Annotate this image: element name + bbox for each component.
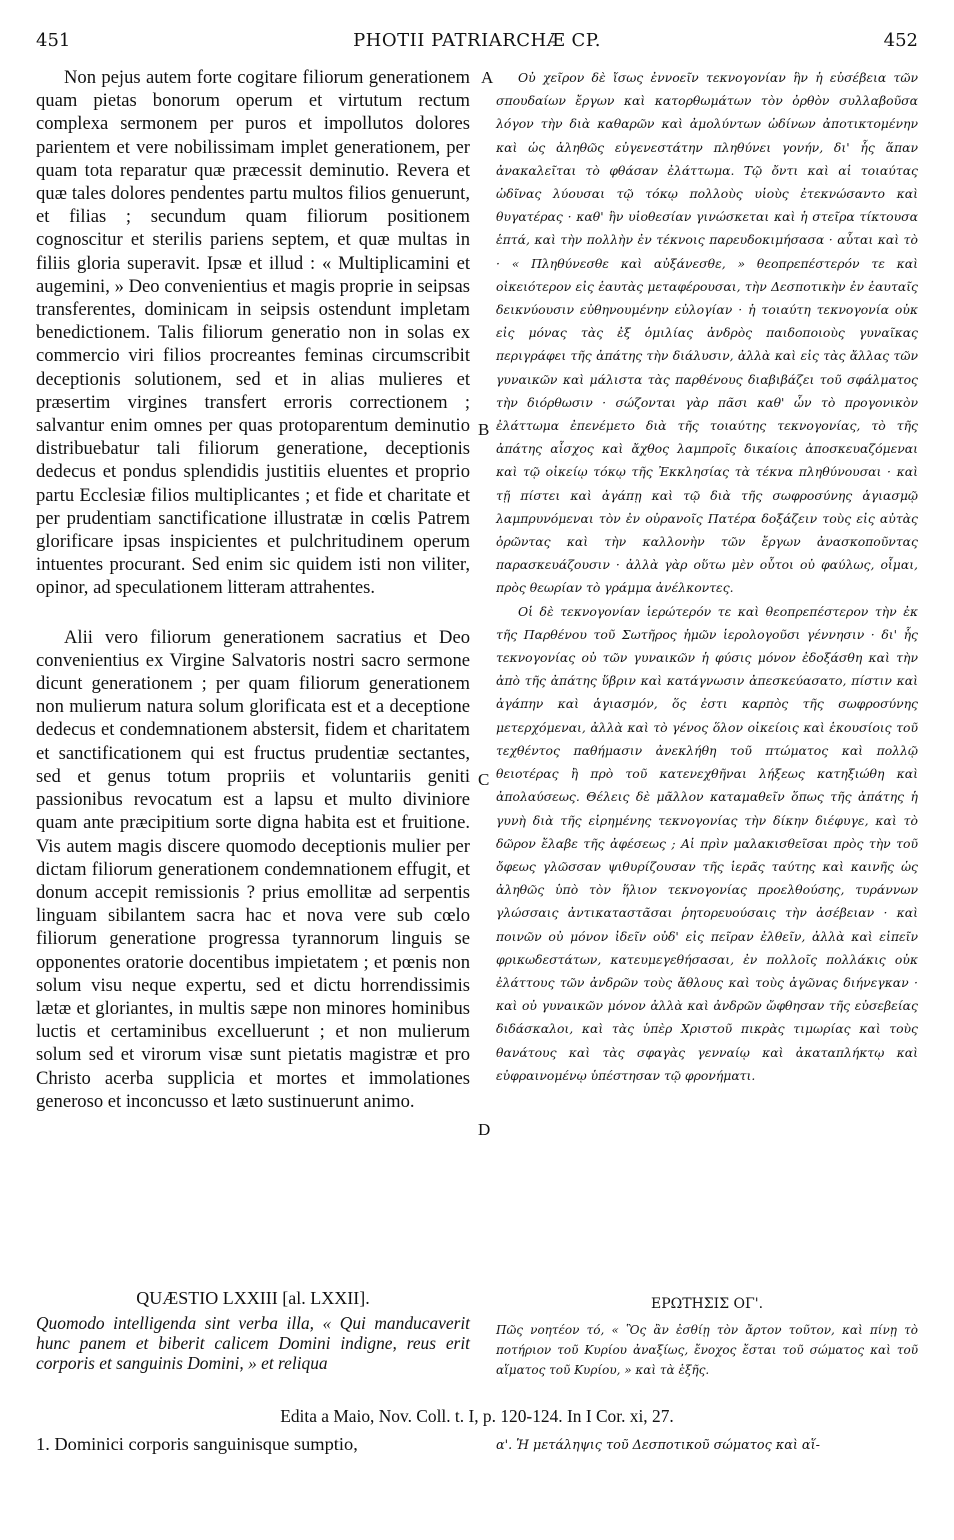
greek-column <box>496 66 918 1087</box>
latin-paragraph-1: Non pejus autem forte cogitare filiorum generationem quam pietas bonorum operum et virtutum rectum complexa sermonem per puros et impollutos dolores parientem et vere nobilissimam implet generationem, per quam tota reparatur quæ præcessit deminutio. Revera et quæ tales dolores pendentes partu multos filios genuerunt, et filias ; secundum quam filiorum positionem cognoscitur et sterilis pariens septem, et quæ multas in filiis gloria superavit. Ipsæ et illud : « Multiplicamini et augemini, » Deo convenientius et magis proprie in seipsas transferentes, dominicam in seipsis ostendunt impletam benedictionem. Talis filiorum generatio non in solas ex commercio viri filios procreantes feminas circumscribit deceptionis solutionem, sed et in alias mulieres et præsertim virgines transfert erroris correctionem ; salvantur enim omnes per quas protoparentum deminutio distribuebatur tali filiorum generatione, deceptionis dedecus et pondus splendidis justitiis eluentes et proprio partu Ecclesiæ filios multiplicantes ; et fide et charitate et per prudentiam sanctificatione illustratæ in cœlis Patrem glorificare ipsas inspicientes et pulchritudinem operum intuentes procurant. Sed enim sic quidem isti non viliter, opinor, ad speculationem litteram attrahentes. <box>36 67 470 599</box>
greek-question-subtitle: Πῶς νοητέον τό, « Ὃς ἂν ἐσθίῃ τὸν ἄρτον τοῦτον, καὶ πίνῃ τὸ ποτήριον τοῦ Κυρίου ἀναξίως, ἔνοχος ἔσται τοῦ σώματος καὶ τοῦ αἵματος τοῦ Κυρίου, » καὶ τὰ ἑξῆς. <box>496 1323 918 1377</box>
latin-question-subtitle: Quomodo intelligenda sint verba illa, « Qui manducaverit hunc panem et biberit calicem Domini indigne, reus erit corporis et sanguinis Domini, » et reliqua <box>36 1313 470 1373</box>
margin-marker-b: B <box>478 420 490 439</box>
latin-paragraph-2: Alii vero filiorum generationem sacratius et Deo convenientius ex Virgine Salvatoris nostri sacro sermone dicunt generationem ; per quam filiorum generationem non mulierum natura solum glorificata est et a deceptione dedecus et condemnationem abstersit, fidem et charitatem et sanctificationem qui est fructus prudentiæ sectantes, sed et genus totum propriis et voluntariis geniti passionibus revocatum est a lapsu et multo diviniore quam ante præcipitium sorte digna habita est et fruitione. Vis autem magis discere quomodo deceptionis mulier per dictam filiorum generationem condemnationem effugit, et donum accepit remissionis ? prius emollitæ ad serpentis linguam sibilantem sacra hac et nova vere sub cœlo filiorum generatione progressa tyrannorum linguis se opponentes oratorie docentibus impietatem ; et pœnis non solum visu neque expertu, sed et dictu horrendissimis lætæ et gloriantes, in multis sæpe non minores hominibus luctis et certaminibus excelluerunt ; et non mulierum solum sed et virorum visæ sunt pietatis magistræ et pro Christo acerba supplicia et mortes et immolationes generoso et inconcusso et læto sustinuerunt animo. <box>36 626 470 1112</box>
greek-last-line: α'. Ἡ μετάληψις τοῦ Δεσποτικοῦ σώματος καὶ αἵ- <box>496 1438 820 1453</box>
greek-question-title: ΕΡΩΤΗΣΙΣ ΟΓ'. <box>650 1296 764 1312</box>
page-header <box>36 30 918 60</box>
margin-marker-d: D <box>478 1120 491 1139</box>
greek-paragraph-1: Οὐ χεῖρον δὲ ἴσως ἐννοεῖν τεκνογονίαν ἣν ἡ εὐσέβεια τῶν σπουδαίων ἔργων καὶ κατορθωμάτων τὸν ὀρθὸν συλλαβοῦσα λόγον τὴν διὰ καθαρῶν καὶ ἀμολύντων ὠδίνων ἀποτικτομένην καὶ ὡς ἀληθῶς εὐγενεστάτην πληθύνει γονήν, δι' ἧς ἅπαν ἀνακαλεῖται τὸ φθάσαν ἐλάττωμα. Τῷ ὄντι καὶ αἱ τοιαύτας ὠδῖνας λύουσαι τῷ τόκῳ πολλοὺς υἱοὺς ἐτεκνώσαντο καὶ θυγατέρας · καθ' ἣν υἱοθεσίαν γινώσκεται καὶ ἡ στεῖρα τίκτουσα ἑπτά, καὶ τὴν πολλὴν ἐν τέκνοις παρευδοκιμήσασα · αὗται καὶ τὸ · « Πληθύνεσθε καὶ αὐξάνεσθε, » θεοπρεπέστερόν τε καὶ οἰκειότερον εἰς ἑαυτὰς μεταφέρουσαι, τὴν Δεσποτικὴν ἐν ἑαυταῖς δεικνύουσιν εὐθηνουμένην εὐλογίαν · ἡ τοιαύτη τεκνογονία οὐκ εἰς μόνας τὰς ἐξ ὁμιλίας ἀνδρὸς παιδοποιοὺς γυναῖκας περιγράφει τῆς ἀπάτης τὴν διάλυσιν, ἀλλὰ καὶ εἰς τὰς ἄλλας τῶν γυναικῶν καὶ μάλιστα τὰς παρθένους διαβιβάζει τοῦ σφάλματος τὴν διόρθωσιν · σώζονται γὰρ πᾶσι καθ' ὧν τὸ προγονικὸν ἐλάττωμα ἐπενέμετο διὰ τῆς τοιαύτης τεκνογονίας, τὸ τῆς ἀπάτης αἶσχος καὶ ἄχθος λαμπροῖς δικαίοις ἀποσκευαζόμεναι καὶ τῷ οἰκείῳ τόκῳ τῆς Ἐκκλησίας τὰ τέκνα πληθύνουσαι · καὶ τῇ πίστει καὶ ἀγάπῃ καὶ τῷ διὰ τῆς σωφροσύνης ἁγιασμῷ λαμπρυνόμεναι τὸν ἐν οὐρανοῖς Πατέρα δοξάζειν τοὺς εἰς αὐτὰς ὁρῶντας καὶ τὴν καλλονὴν τῶν ἔργων ἀνασκοποῦντας παρασκευάζουσιν · ἀλλὰ γὰρ οὕτω μὲν οὗτοι οὐ φαύλως, οἶμαι, πρὸς θεωρίαν τὸ γράμμα ἀνέλκοντες. <box>496 70 918 596</box>
latin-column <box>36 66 470 1113</box>
page-number-right: 452 <box>883 30 918 51</box>
latin-question-title: QUÆSTIO LXXIII [al. LXXII]. <box>136 1288 370 1308</box>
page-number-left: 451 <box>36 30 71 51</box>
margin-marker-c: C <box>478 770 490 789</box>
latin-last-line: 1. Dominici corporis sanguinisque sumptio, <box>36 1434 358 1454</box>
edition-note: Edita a Maio, Nov. Coll. t. I, p. 120-124. In I Cor. xi, 27. <box>280 1406 674 1426</box>
running-title: PHOTII PATRIARCHÆ CP. <box>353 30 601 51</box>
greek-paragraph-2: Οἱ δὲ τεκνογονίαν ἱερώτερόν τε καὶ θεοπρεπέστερον τὴν ἐκ τῆς Παρθένου τοῦ Σωτῆρος ἡμῶν ἱερολογοῦσι γέννησιν · δι' ἧς τεκνογονίας οὐ τῶν γυναικῶν ἡ φύσις μόνον ἐδοξάσθη καὶ τὴν ἀπὸ τῆς ἀπάτης ὕβριν καὶ κατάγνωσιν ἀπεσκεύασατο, πίστιν καὶ ἀγάπην καὶ ἁγιασμόν, ὅς ἐστι καρπὸς τῆς σωφροσύνης μετερχόμεναι, ἀλλὰ καὶ τὸ γένος ὅλον οἰκείοις καὶ ἑκουσίοις τοῦ τεχθέντος παθήμασιν ἀνεκλήθη τοῦ πτώματος καὶ πολλῷ θειοτέρας ἢ πρὸ τοῦ κατενεχθῆναι λήξεως κατηξιώθη καὶ ἀπολαύσεως. Θέλεις δὲ μᾶλλον καταμαθεῖν ὅπως τῆς ἀπάτης ἡ γυνὴ διὰ τῆς εἰρημένης τεκνογονίας τὴν δίκην διέφυγε, καὶ τὸ δῶρον ἔλαβε τῆς ἀφέσεως ; Αἱ πρὶν μαλακισθεῖσαι πρὸς τὴν τοῦ ὄφεως γλῶσσαν ψιθυρίζουσαν τῆς ἱερᾶς ταύτης καὶ καινῆς ὡς ἀληθῶς ὑπὸ τὸν ἥλιον τεκνογονίας προελθούσης, τυράννων γλώσσαις ἀντικαταστᾶσαι ῥητορευούσαις τὴν ἀσέβειαν · καὶ ποινῶν οὐ μόνον ἰδεῖν οὐδ' εἰς πεῖραν ἐλθεῖν, ἀλλὰ καὶ εἰπεῖν φρικωδεστάτων, κατευμεγεθήσασαι, ἐν πολλοῖς πολλάκις οὐκ ἐλάττους τῶν ἀνδρῶν τοὺς ἄθλους καὶ τοὺς ἀγῶνας διήνεγκαν · καὶ οὐ γυναικῶν μόνον ἀλλὰ καὶ ἀνδρῶν ὤφθησαν τῆς εὐσεβείας διδάσκαλοι, καὶ τὰς ὑπὲρ Χριστοῦ πικρὰς τιμωρίας καὶ τοὺς θανάτους καὶ τὰς σφαγὰς γενναίῳ καὶ ἀκαταπλήκτῳ καὶ εὐφραινομένῳ ὑπέστησαν τῷ φρονήματι. <box>496 603 918 1083</box>
margin-marker-a: A <box>481 68 494 87</box>
